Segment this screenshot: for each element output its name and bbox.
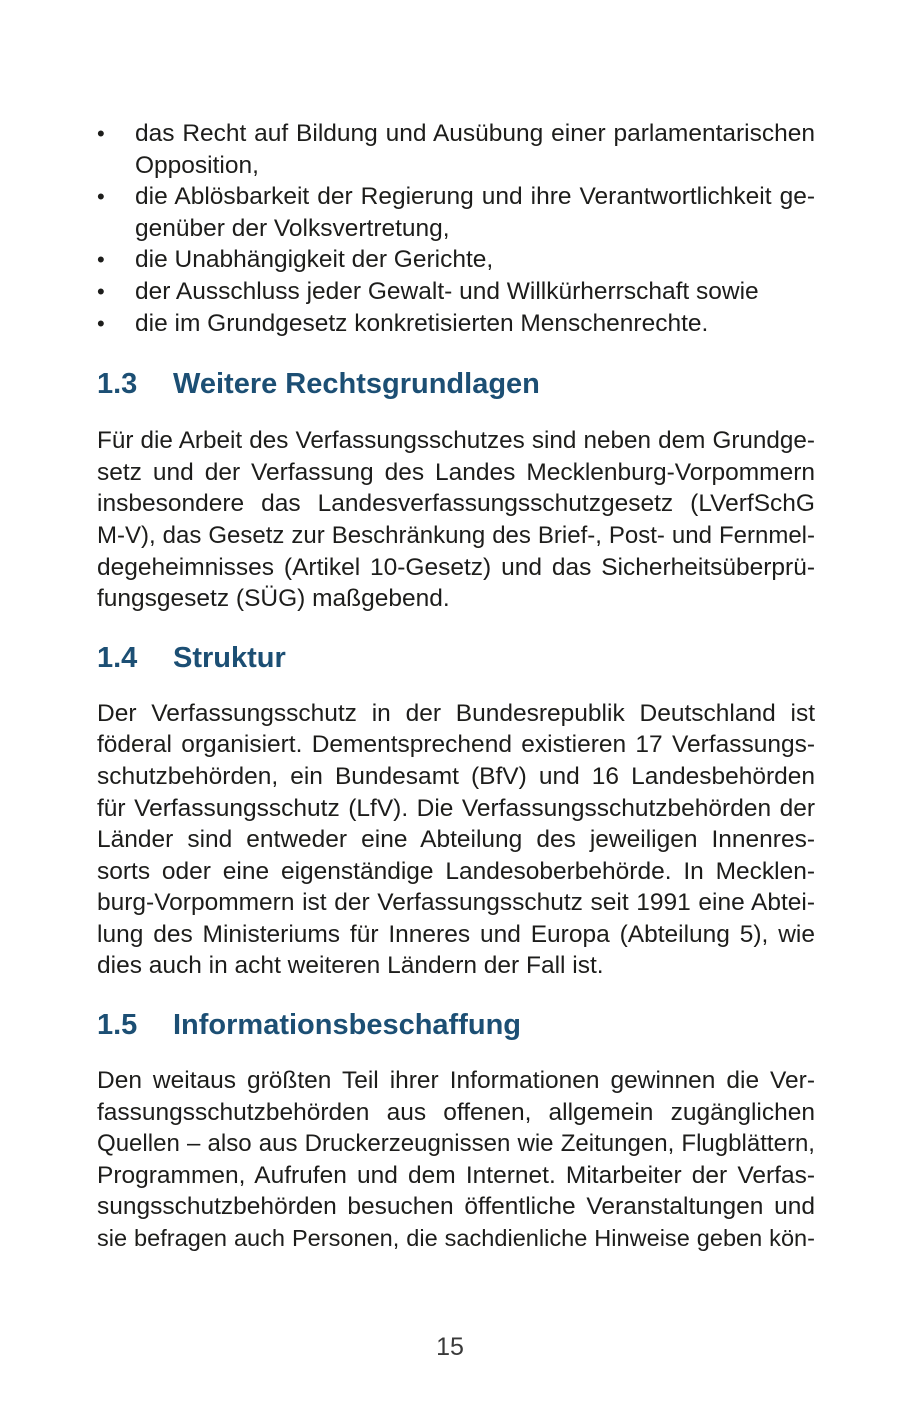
paragraph-line: Den weitaus größten Teil ihrer Informationen gewinnen die Ver-: [97, 1067, 815, 1095]
paragraph-line: Quellen – also aus Druckerzeugnissen wie Zeitungen, Flugblättern,: [97, 1130, 815, 1158]
section-number: 1.4: [97, 641, 138, 674]
paragraph-line: für Verfassungsschutz (LfV). Die Verfassungsschutzbehörden der: [97, 794, 815, 822]
list-item-line: die im Grundgesetz konkretisierten Menschenrechte.: [135, 309, 709, 337]
section-1-5-paragraph: [97, 1065, 815, 1255]
list-item-line: die Ablösbarkeit der Regierung und ihre Verantwortlichkeit ge-: [135, 183, 815, 211]
list-item-line: Opposition,: [135, 151, 259, 179]
paragraph-line: degeheimnisses (Artikel 10-Gesetz) und das Sicherheitsüberprü-: [97, 553, 815, 581]
page-content: [97, 118, 815, 1255]
paragraph-line: schutzbehörden, ein Bundesamt (BfV) und 16 Landesbehörden: [97, 762, 815, 790]
paragraph-line: sungsschutzbehörden besuchen öffentliche Veranstaltungen und: [97, 1193, 815, 1221]
section-title: Informationsbeschaffung: [173, 1009, 522, 1042]
list-item: [97, 308, 815, 340]
list-item-line: die Unabhängigkeit der Gerichte,: [135, 246, 494, 274]
paragraph-line: Für die Arbeit des Verfassungsschutzes sind neben dem Grundge-: [97, 427, 815, 455]
list-item: [97, 181, 815, 244]
bullet-icon: •: [97, 310, 105, 336]
list-item-line: genüber der Volksvertretung,: [135, 214, 450, 242]
section-heading-1-3: [97, 366, 815, 402]
paragraph-line: Der Verfassungsschutz in der Bundesrepublik Deutschland ist: [97, 699, 815, 727]
bullet-icon: •: [97, 184, 105, 210]
bullet-icon: •: [97, 121, 105, 146]
rights-bullet-list: [97, 118, 815, 339]
paragraph-line: fassungsschutzbehörden aus offenen, allgemein zugänglichen: [97, 1098, 815, 1126]
paragraph-line: insbesondere das Landesverfassungsschutzgesetz (LVerfSchG: [97, 490, 815, 518]
section-1-3-paragraph: [97, 425, 815, 615]
paragraph-line: setz und der Verfassung des Landes Mecklenburg-Vorpommern: [97, 458, 815, 486]
paragraph-line: Programmen, Aufrufen und dem Internet. Mitarbeiter der Verfas-: [97, 1161, 815, 1189]
list-item: [97, 118, 815, 181]
list-item-line: das Recht auf Bildung und Ausübung einer parlamentarischen: [135, 120, 815, 147]
bullet-icon: •: [97, 247, 105, 273]
section-heading-1-5: [97, 1007, 815, 1043]
list-item: [97, 276, 815, 308]
section-title: Struktur: [173, 641, 286, 674]
section-number: 1.3: [97, 368, 138, 401]
paragraph-line: lung des Ministeriums für Inneres und Europa (Abteilung 5), wie: [97, 920, 815, 948]
page-number: 15: [436, 1333, 464, 1361]
paragraph-line: fungsgesetz (SÜG) maßgebend.: [97, 585, 450, 613]
paragraph-line: dies auch in acht weiteren Ländern der Fall ist.: [97, 952, 604, 980]
section-title: Weitere Rechtsgrundlagen: [173, 368, 540, 401]
paragraph-line: Länder sind entweder eine Abteilung des jeweiligen Innenres-: [97, 826, 815, 854]
list-item-line: der Ausschluss jeder Gewalt- und Willkürherrschaft sowie: [135, 277, 759, 305]
section-1-4-paragraph: [97, 698, 815, 982]
paragraph-line: burg-Vorpommern ist der Verfassungsschutz seit 1991 eine Abtei-: [97, 889, 815, 917]
section-heading-1-4: [97, 640, 815, 676]
paragraph-line: sie befragen auch Personen, die sachdienliche Hinweise geben kön-: [97, 1225, 815, 1252]
paragraph-line: föderal organisiert. Dementsprechend existieren 17 Verfassungs-: [97, 731, 815, 759]
bullet-icon: •: [97, 278, 105, 304]
paragraph-line: sorts oder eine eigenständige Landesoberbehörde. In Mecklen-: [97, 857, 815, 885]
section-number: 1.5: [97, 1009, 138, 1042]
list-item: [97, 244, 815, 276]
paragraph-line: M-V), das Gesetz zur Beschränkung des Brief-, Post- und Fernmel-: [97, 521, 815, 549]
